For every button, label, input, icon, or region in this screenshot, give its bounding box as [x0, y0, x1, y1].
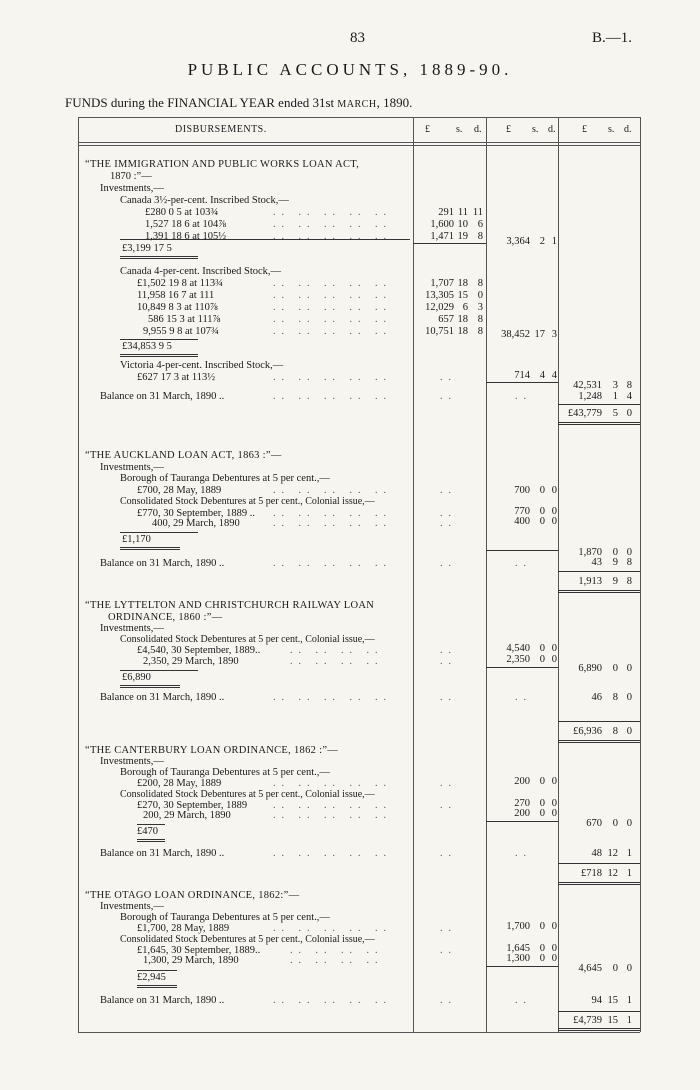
grand-total-rule [558, 571, 640, 572]
total-investments-pence: 8 [626, 380, 632, 391]
sum-rule [413, 243, 486, 244]
amount-shillings: 0 [539, 485, 545, 496]
stock-row-desc: £280 0 5 at 103¾ [145, 207, 219, 218]
amount-shillings: 0 [539, 516, 545, 527]
amount-shillings: 0 [539, 776, 545, 787]
amount-pence: 3 [477, 302, 483, 313]
total-investments-shillings: 0 [612, 663, 618, 674]
amount-pence: 0 [551, 921, 557, 932]
stock-row-desc: 11,958 16 7 at 111 [137, 290, 215, 301]
page-number: 83 [350, 30, 365, 46]
total-investments-pounds: 1,870 [578, 547, 602, 558]
amount-shillings: 6 [462, 302, 468, 313]
leader-dots: .. .. .. .. .. [273, 923, 392, 934]
leader-dots: .. [440, 391, 457, 402]
balance-label: Balance on 31 March, 1890 .. [100, 848, 225, 859]
header-col2-pounds: £ [506, 124, 511, 135]
balance-label: Balance on 31 March, 1890 .. [100, 558, 225, 569]
debenture-row-desc: £700, 28 May, 1889 [137, 485, 222, 496]
debenture-label: Consolidated Stock Debentures at 5 per cent., Colonial issue,— [120, 634, 375, 645]
amount-pence: 0 [551, 654, 557, 665]
leader-dots: .. .. .. .. .. [273, 508, 392, 519]
leader-dots: .. .. .. .. .. [273, 326, 392, 337]
amount-shillings: 18 [457, 278, 468, 289]
stock-label: Canada 3½-per-cent. Inscribed Stock,— [120, 195, 289, 206]
leader-dots: .. .. .. .. .. [273, 372, 392, 383]
leader-dots: .. .. .. .. .. [273, 219, 392, 230]
leader-dots: .. .. .. .. [290, 656, 384, 667]
amount-shillings: 0 [539, 953, 545, 964]
balance-label: Balance on 31 March, 1890 .. [100, 391, 225, 402]
grand-total-double-rule [558, 882, 640, 885]
amount-pence: 0 [551, 776, 557, 787]
grand-total-pounds: £6,936 [573, 726, 602, 737]
table-left-border [78, 117, 79, 1032]
page-title: PUBLIC ACCOUNTS, 1889-90. [187, 60, 513, 79]
total-investments-pounds: 42,531 [573, 380, 602, 391]
grand-total-shillings: 12 [607, 868, 618, 879]
leader-dots: .. .. .. .. .. [273, 391, 392, 402]
debenture-label: Borough of Tauranga Debentures at 5 per cent.,— [120, 767, 330, 778]
leader-dots: .. .. .. .. .. [273, 485, 392, 496]
debenture-total-rule [137, 970, 177, 971]
sum-rule [486, 667, 558, 668]
amount-pounds: 200 [514, 776, 530, 787]
leader-dots: .. .. .. .. .. [273, 518, 392, 529]
amount-pounds: 657 [438, 314, 454, 325]
leader-dots: .. .. .. .. [290, 955, 384, 966]
investments-label: Investments,— [100, 756, 164, 767]
balance-shillings: 15 [607, 995, 618, 1006]
amount-pounds: 1,645 [506, 943, 530, 954]
subtitle-pre: FUNDS during the FINANCIAL YEAR ended 31st [65, 95, 335, 110]
balance-pence: 8 [626, 557, 632, 568]
amount-shillings: 18 [457, 326, 468, 337]
leader-dots: .. [440, 518, 457, 529]
amount-pence: 11 [472, 207, 483, 218]
header-col1-pence: d. [474, 124, 482, 135]
stock-row-desc: 1,527 18 6 at 104⅞ [145, 219, 227, 230]
debenture-total: £470 [137, 826, 158, 837]
debenture-total: £2,945 [137, 972, 166, 983]
stock-row-desc: 586 15 3 at 111⅞ [148, 314, 221, 325]
debenture-label: Consolidated Stock Debentures at 5 per cent., Colonial issue,— [120, 496, 375, 507]
subtitle-post: , 1890. [376, 95, 413, 110]
amount-shillings: 18 [457, 314, 468, 325]
amount-pence: 8 [477, 231, 483, 242]
document-reference: B.—1. [592, 30, 633, 46]
leader-dots: .. .. .. .. .. [273, 314, 392, 325]
grand-total-pounds: £718 [581, 868, 602, 879]
leader-dots: .. .. .. .. .. [273, 290, 392, 301]
amount-pence: 0 [551, 643, 557, 654]
stock-label: Victoria 4-per-cent. Inscribed Stock,— [120, 360, 284, 371]
leader-dots: .. [440, 645, 457, 656]
debenture-row-desc: £270, 30 September, 1889 [137, 800, 248, 811]
debenture-total-rule [120, 532, 198, 533]
leader-dots: .. [440, 508, 457, 519]
header-col3-pounds: £ [582, 124, 587, 135]
grand-total-double-rule [558, 590, 640, 593]
amount-shillings: 15 [457, 290, 468, 301]
amount-pence: 0 [551, 943, 557, 954]
leader-dots: .. [515, 848, 532, 859]
page-subtitle [65, 95, 412, 111]
total-investments-pounds: 4,645 [578, 963, 602, 974]
amount-pounds: 1,471 [430, 231, 454, 242]
debenture-label: Borough of Tauranga Debentures at 5 per cent.,— [120, 912, 330, 923]
total-investments-pounds: 6,890 [578, 663, 602, 674]
grand-total-shillings: 5 [612, 408, 618, 419]
stock-row-desc: £627 17 3 at 113½ [137, 372, 216, 383]
amount-shillings: 0 [539, 943, 545, 954]
leader-dots: .. .. .. .. .. [273, 207, 392, 218]
leader-dots: .. .. .. .. .. [273, 995, 392, 1006]
leader-dots: .. .. .. .. .. [273, 558, 392, 569]
grand-total-rule [558, 1011, 640, 1012]
debenture-total-double-rule [120, 547, 180, 550]
amount-shillings: 0 [539, 921, 545, 932]
debenture-row-desc: 400, 29 March, 1890 [152, 518, 240, 529]
table-header-rule-2 [78, 145, 640, 146]
grand-total-rule [558, 404, 640, 405]
amount-pence: 4 [551, 370, 557, 381]
debenture-row-desc: £4,540, 30 September, 1889.. [137, 645, 261, 656]
section-heading-otago: “THE OTAGO LOAN ORDINANCE, 1862:”— [85, 890, 300, 901]
stock-total: £34,853 9 5 [122, 341, 172, 352]
grand-total-pence: 0 [626, 408, 632, 419]
amount-pounds: 770 [514, 506, 530, 517]
debenture-label: Consolidated Stock Debentures at 5 per cent., Colonial issue,— [120, 789, 375, 800]
stock-label: Canada 4-per-cent. Inscribed Stock,— [120, 266, 282, 277]
leader-dots: .. .. .. .. [290, 645, 384, 656]
amount-pence: 8 [477, 314, 483, 325]
grand-total-pounds: £4,739 [573, 1015, 602, 1026]
balance-pounds: 94 [591, 995, 602, 1006]
stock-row-desc: 1,391 18 6 at 105½ [145, 231, 227, 242]
balance-pence: 0 [626, 692, 632, 703]
leader-dots: .. .. .. .. .. [273, 302, 392, 313]
subtotal-shillings: 2 [539, 236, 545, 247]
section-heading-immigration-cont: 1870 :”— [110, 171, 152, 182]
total-investments-shillings: 0 [612, 818, 618, 829]
leader-dots: .. [515, 692, 532, 703]
amount-shillings: 0 [539, 798, 545, 809]
grand-total-pence: 1 [626, 1015, 632, 1026]
stock-row-desc: £1,502 19 8 at 113¾ [137, 278, 223, 289]
amount-pounds: 1,707 [430, 278, 454, 289]
debenture-row-desc: 1,300, 29 March, 1890 [143, 955, 239, 966]
debenture-total-double-rule [137, 985, 177, 988]
amount-shillings: 19 [457, 231, 468, 242]
amount-pounds: 700 [514, 485, 530, 496]
amount-pence: 8 [477, 278, 483, 289]
section-heading-lyttelton-cont: ORDINANCE, 1860 :”— [108, 612, 223, 623]
balance-shillings: 1 [612, 391, 618, 402]
debenture-row-desc: 200, 29 March, 1890 [143, 810, 231, 821]
total-investments-pence: 0 [626, 963, 632, 974]
debenture-label: Consolidated Stock Debentures at 5 per cent., Colonial issue,— [120, 934, 375, 945]
amount-pence: 0 [551, 485, 557, 496]
debenture-total-rule [137, 824, 165, 825]
total-investments-pence: 0 [626, 547, 632, 558]
amount-pounds: 200 [514, 808, 530, 819]
grand-total-double-rule [558, 1028, 640, 1031]
grand-total-pence: 0 [626, 726, 632, 737]
amount-pence: 6 [477, 219, 483, 230]
stock-total-rule [120, 339, 198, 340]
header-disbursements: DISBURSEMENTS. [175, 124, 267, 135]
balance-pence: 4 [626, 391, 632, 402]
balance-pence: 1 [626, 848, 632, 859]
header-col3-shillings: s. [608, 124, 615, 135]
stock-row-desc: 9,955 9 8 at 107¾ [143, 326, 219, 337]
amount-pounds: 714 [514, 370, 530, 381]
balance-pounds: 48 [591, 848, 602, 859]
section-heading-auckland: “THE AUCKLAND LOAN ACT, 1863 :”— [85, 450, 282, 461]
total-investments-shillings: 0 [612, 963, 618, 974]
amount-pence: 0 [551, 506, 557, 517]
debenture-total: £1,170 [122, 534, 151, 545]
leader-dots: .. [440, 692, 457, 703]
stock-total-double-rule [120, 256, 198, 259]
amount-pounds: 291 [438, 207, 454, 218]
grand-total-pence: 1 [626, 868, 632, 879]
leader-dots: .. .. .. .. .. [273, 800, 392, 811]
stock-total: £3,199 17 5 [122, 243, 172, 254]
debenture-row-desc: £770, 30 September, 1889 .. [137, 508, 255, 519]
debenture-row-desc: £200, 28 May, 1889 [137, 778, 222, 789]
debenture-row-desc: 2,350, 29 March, 1890 [143, 656, 239, 667]
total-investments-pounds: 670 [586, 818, 602, 829]
column-divider-3 [558, 117, 559, 1032]
leader-dots: .. [440, 558, 457, 569]
debenture-row-desc: £1,700, 28 May, 1889 [137, 923, 230, 934]
leader-dots: .. [515, 391, 532, 402]
balance-label: Balance on 31 March, 1890 .. [100, 692, 225, 703]
debenture-total-double-rule [137, 839, 165, 842]
section-heading-lyttelton: “THE LYTTELTON AND CHRISTCHURCH RAILWAY LOAN [85, 600, 375, 611]
leader-dots: .. [515, 995, 532, 1006]
amount-pounds: 1,700 [506, 921, 530, 932]
table-header-rule [78, 142, 640, 143]
amount-pence: 0 [551, 516, 557, 527]
amount-pounds: 4,540 [506, 643, 530, 654]
amount-pounds: 10,751 [425, 326, 454, 337]
subtitle-month: MARCH [337, 99, 377, 110]
investments-label: Investments,— [100, 183, 164, 194]
total-investments-shillings: 3 [612, 380, 618, 391]
leader-dots: .. .. .. .. [290, 945, 384, 956]
stock-total-double-rule [120, 354, 198, 357]
debenture-row-desc: £1,645, 30 September, 1889.. [137, 945, 261, 956]
leader-dots: .. [440, 945, 457, 956]
stock-row-desc: 10,849 8 3 at 110⅞ [137, 302, 218, 313]
column-divider-1 [413, 117, 414, 1032]
balance-label: Balance on 31 March, 1890 .. [100, 995, 225, 1006]
balance-pounds: 43 [591, 557, 602, 568]
leader-dots: .. [440, 800, 457, 811]
investments-label: Investments,— [100, 901, 164, 912]
header-col2-shillings: s. [532, 124, 539, 135]
section-heading-immigration: “THE IMMIGRATION AND PUBLIC WORKS LOAN ACT, [85, 159, 360, 170]
balance-shillings: 8 [612, 692, 618, 703]
amount-pounds: 12,029 [425, 302, 454, 313]
investments-label: Investments,— [100, 623, 164, 634]
debenture-total-double-rule [120, 685, 180, 688]
leader-dots: .. [440, 778, 457, 789]
grand-total-double-rule [558, 422, 640, 425]
grand-total-pence: 8 [626, 576, 632, 587]
amount-shillings: 0 [539, 506, 545, 517]
amount-pounds: 400 [514, 516, 530, 527]
grand-total-shillings: 9 [612, 576, 618, 587]
total-investments-shillings: 0 [612, 547, 618, 558]
amount-pence: 8 [477, 326, 483, 337]
section-heading-canterbury: “THE CANTERBURY LOAN ORDINANCE, 1862 :”— [85, 745, 339, 756]
grand-total-double-rule [558, 740, 640, 743]
debenture-label: Borough of Tauranga Debentures at 5 per cent.,— [120, 473, 330, 484]
grand-total-shillings: 15 [607, 1015, 618, 1026]
grand-total-rule [558, 863, 640, 864]
amount-pounds: 270 [514, 798, 530, 809]
amount-shillings: 0 [539, 808, 545, 819]
amount-pounds: 2,350 [506, 654, 530, 665]
amount-pence: 0 [477, 290, 483, 301]
leader-dots: .. .. .. .. .. [273, 231, 392, 242]
leader-dots: .. .. .. .. .. [273, 848, 392, 859]
leader-dots: .. [440, 995, 457, 1006]
amount-shillings: 10 [457, 219, 468, 230]
leader-dots: .. .. .. .. .. [273, 692, 392, 703]
table-top-rule [78, 117, 640, 118]
stock-total-rule [120, 239, 410, 240]
total-investments-pence: 0 [626, 818, 632, 829]
grand-total-pounds: £43,779 [567, 408, 602, 419]
debenture-total: £6,890 [122, 672, 151, 683]
leader-dots: .. [440, 372, 457, 383]
subtotal-pounds: 3,364 [506, 236, 530, 247]
balance-shillings: 12 [607, 848, 618, 859]
header-col2-pence: d. [548, 124, 556, 135]
grand-total-pounds: 1,913 [578, 576, 602, 587]
sum-rule [486, 550, 558, 551]
investments-label: Investments,— [100, 462, 164, 473]
debenture-total-rule [120, 670, 198, 671]
amount-shillings: 0 [539, 643, 545, 654]
subtotal-shillings: 17 [534, 329, 545, 340]
amount-shillings: 0 [539, 654, 545, 665]
balance-pounds: 46 [591, 692, 602, 703]
subtotal-pounds: 38,452 [501, 329, 530, 340]
leader-dots: .. [440, 848, 457, 859]
sum-rule [486, 966, 558, 967]
header-col1-pounds: £ [425, 124, 430, 135]
column-divider-2 [486, 117, 487, 1032]
amount-pounds: 13,305 [425, 290, 454, 301]
amount-shillings: 4 [539, 370, 545, 381]
total-investments-pence: 0 [626, 663, 632, 674]
table-bottom-rule [78, 1032, 640, 1033]
leader-dots: .. [440, 923, 457, 934]
amount-pence: 0 [551, 953, 557, 964]
leader-dots: .. [440, 656, 457, 667]
amount-pence: 0 [551, 808, 557, 819]
sum-rule [486, 382, 558, 383]
amount-pounds: 1,600 [430, 219, 454, 230]
leader-dots: .. .. .. .. .. [273, 810, 392, 821]
subtotal-pence: 3 [551, 329, 557, 340]
leader-dots: .. .. .. .. .. [273, 278, 392, 289]
amount-shillings: 11 [457, 207, 468, 218]
subtotal-pence: 1 [551, 236, 557, 247]
grand-total-shillings: 8 [612, 726, 618, 737]
sum-rule [486, 821, 558, 822]
header-col1-shillings: s. [456, 124, 463, 135]
balance-pounds: 1,248 [578, 391, 602, 402]
amount-pence: 0 [551, 798, 557, 809]
grand-total-rule [558, 721, 640, 722]
header-col3-pence: d. [624, 124, 632, 135]
leader-dots: .. [440, 485, 457, 496]
balance-shillings: 9 [612, 557, 618, 568]
table-right-border [640, 117, 641, 1032]
balance-pence: 1 [626, 995, 632, 1006]
leader-dots: .. .. .. .. .. [273, 778, 392, 789]
amount-pounds: 1,300 [506, 953, 530, 964]
leader-dots: .. [515, 558, 532, 569]
